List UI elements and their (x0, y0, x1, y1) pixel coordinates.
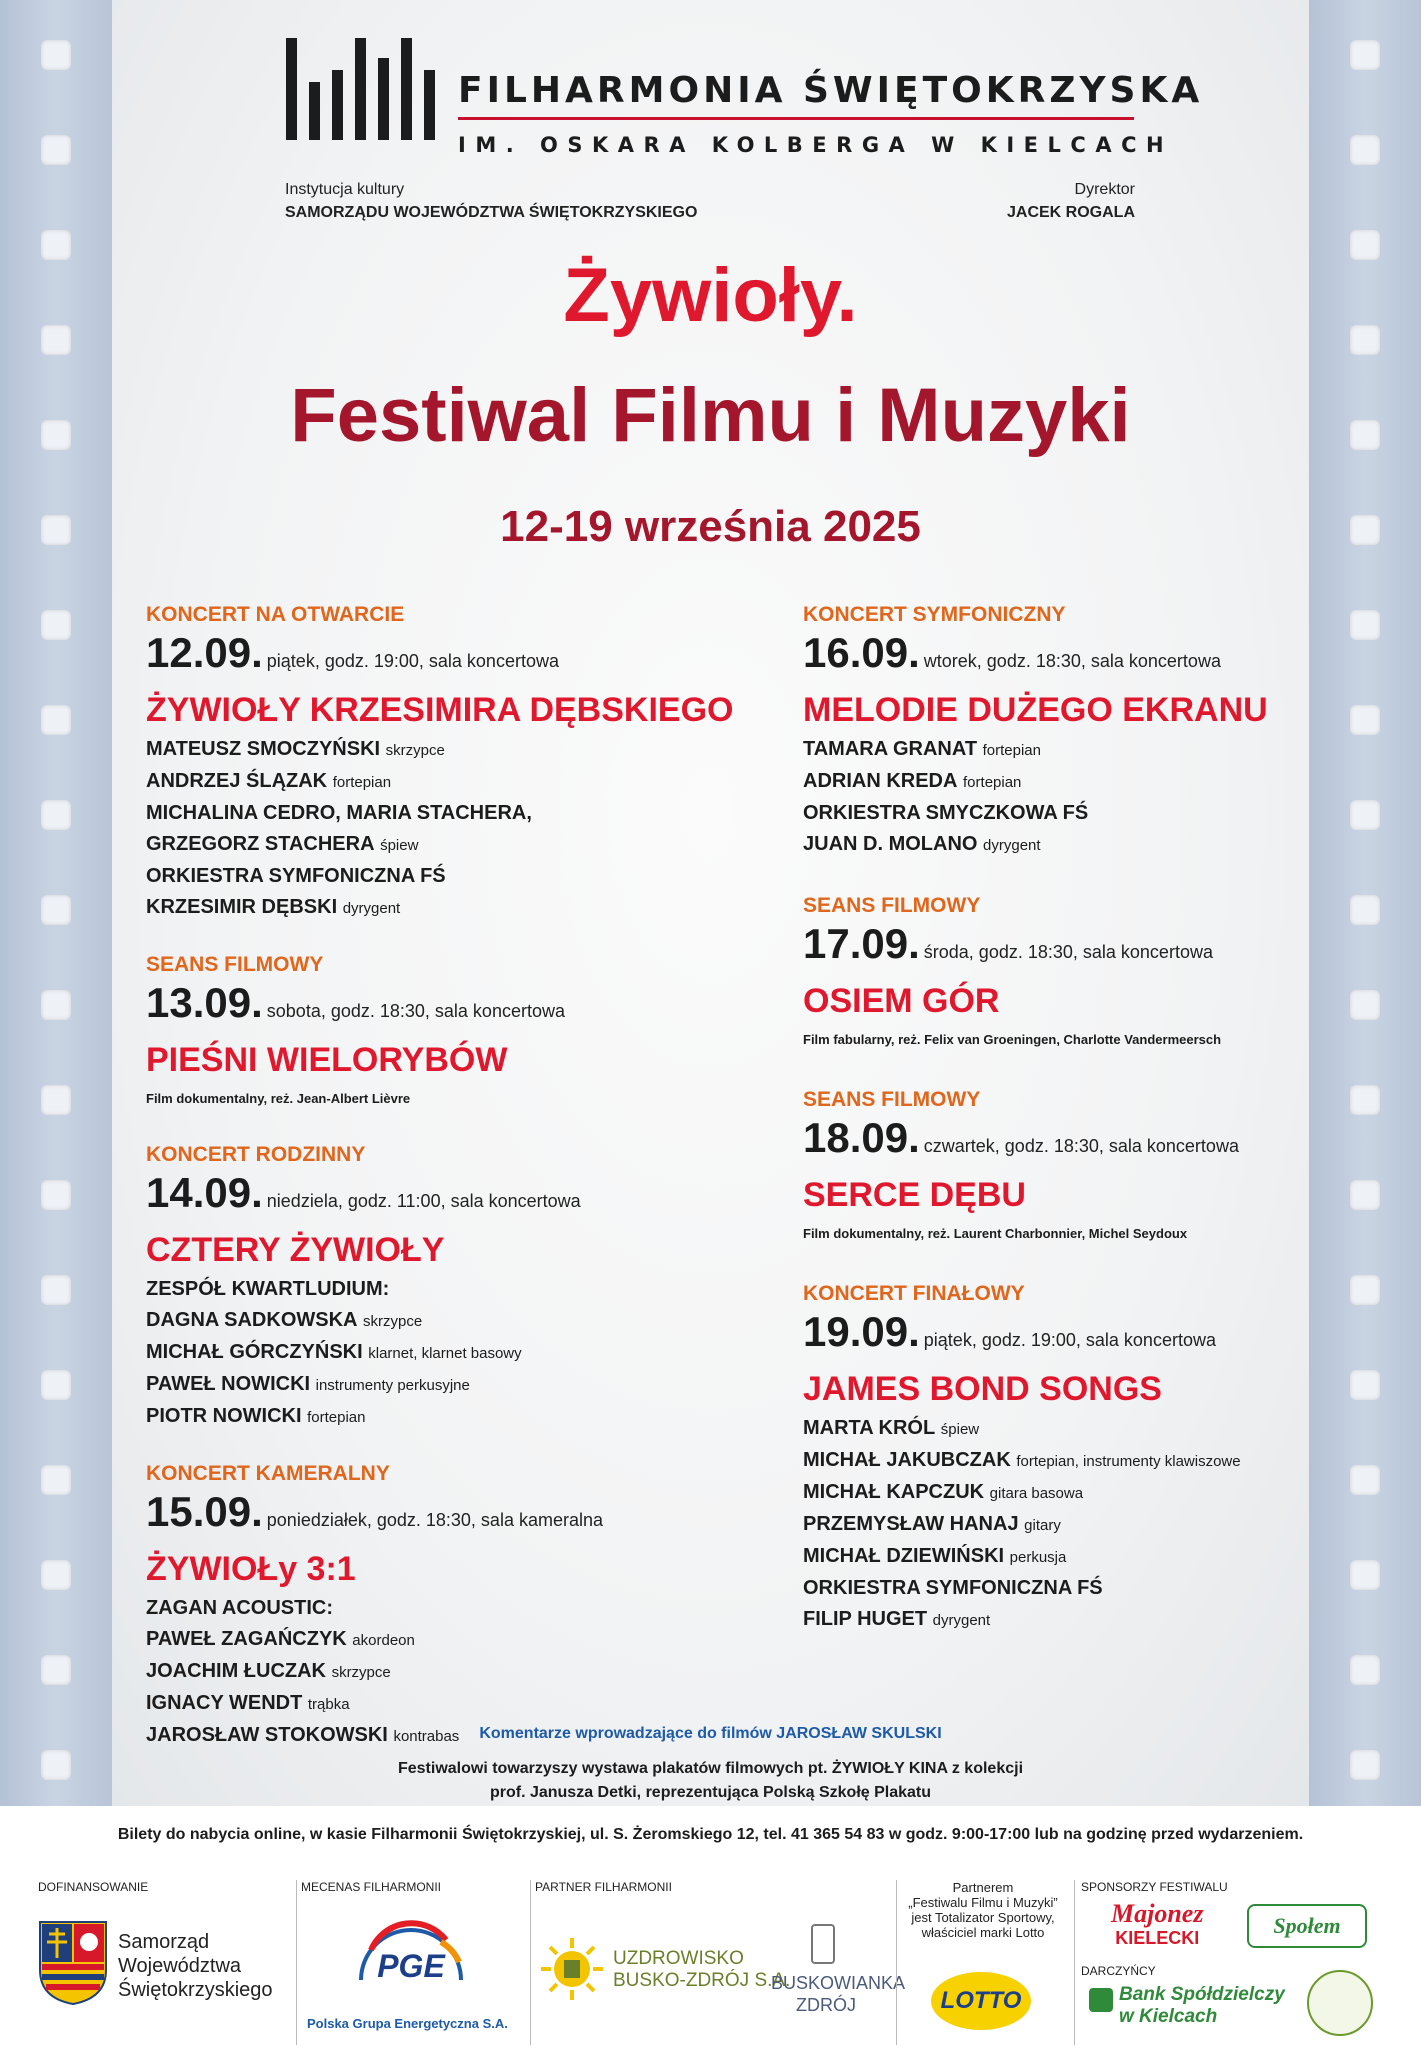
event-date-info: czwartek, godz. 18:30, sala koncertowa (923, 1136, 1239, 1156)
director-info (1007, 178, 1135, 224)
event-category: SEANS FILMOWY (146, 953, 324, 976)
performer-line (146, 1624, 756, 1656)
performer-role: kontrabas (393, 1728, 460, 1745)
event-date-line (803, 630, 1293, 686)
partner-label: PARTNER FILHARMONII (535, 1880, 672, 1894)
film-perforation-icon (41, 1085, 71, 1115)
buskowianka-line2: ZDRÓJ (796, 1995, 856, 2015)
performer-name: PIOTR NOWICKI (146, 1405, 302, 1427)
event-date: 14.09. (146, 1169, 263, 1216)
event-date-line (146, 980, 756, 1036)
event-date: 18.09. (803, 1114, 920, 1161)
event-title: JAMES BOND SONGS (803, 1370, 1162, 1408)
majonez-line1: Majonez (1111, 1899, 1204, 1928)
sponsors-label: SPONSORZY FESTIWALU (1081, 1880, 1228, 1894)
event-block (803, 1279, 1293, 1636)
filharmonia-logo-icon (286, 38, 435, 140)
performer-role: skrzypce (331, 1664, 391, 1681)
performer-name: JAROSŁAW STOKOWSKI (146, 1724, 388, 1746)
event-date-line (146, 630, 756, 686)
performer-name: FILIP HUGET (803, 1608, 928, 1630)
film-perforation-icon (41, 1465, 71, 1495)
event-date-info: piątek, godz. 19:00, sala koncertowa (266, 651, 559, 671)
event-title: SERCE DĘBU (803, 1176, 1026, 1214)
film-perforation-icon (1350, 1180, 1380, 1210)
event-date-info: wtorek, godz. 18:30, sala koncertowa (923, 651, 1221, 671)
event-block (146, 1459, 756, 1752)
event-block (146, 600, 756, 924)
performer-line (803, 1445, 1293, 1477)
event-date: 17.09. (803, 920, 920, 967)
patron-label: MECENAS FILHARMONII (301, 1880, 442, 1894)
performer-name: MATEUSZ SMOCZYŃSKI (146, 738, 381, 760)
performer-role: śpiew (380, 837, 419, 854)
performer-name: JOACHIM ŁUCZAK (146, 1660, 326, 1682)
performer-name: ORKIESTRA SYMFONICZNA FŚ (803, 1577, 1103, 1599)
event-category: KONCERT SYMFONICZNY (803, 603, 1066, 626)
buskowianka-line1: BUSKOWIANKA (771, 1973, 906, 1993)
film-perforation-icon (41, 1180, 71, 1210)
busko-line2: BUSKO-ZDRÓJ S.A. (613, 1970, 791, 1991)
performer-role: dyrygent (983, 837, 1041, 854)
festival-dates: 12-19 września 2025 (500, 502, 921, 551)
donors-label: DARCZYŃCY (1081, 1964, 1156, 1978)
performer-name: PAWEŁ NOWICKI (146, 1373, 311, 1395)
event-date: 19.09. (803, 1308, 920, 1355)
event-date-line (146, 1489, 756, 1545)
performer-name: GRZEGORZ STACHERA (146, 833, 375, 855)
event-date: 12.09. (146, 629, 263, 676)
performer-role: skrzypce (385, 742, 445, 759)
event-title: CZTERY ŻYWIOŁY (146, 1231, 445, 1269)
performer-line (803, 1413, 1293, 1445)
film-perforation-icon (41, 40, 71, 70)
performer-name: ZESPÓŁ KWARTLUDIUM: (146, 1278, 390, 1300)
event-category: KONCERT FINAŁOWY (803, 1282, 1025, 1305)
film-commentary-note: Komentarze wprowadzające do filmów JAROSŁAW SKULSKI (479, 1725, 942, 1742)
film-perforation-icon (41, 990, 71, 1020)
region-coat-of-arms-icon (38, 1920, 108, 2006)
event-block (146, 1140, 756, 1433)
performer-name: MARTA KRÓL (803, 1417, 936, 1439)
performer-line (146, 829, 756, 861)
performer-line (803, 766, 1293, 798)
donor-seal-icon (1307, 1970, 1373, 2036)
institution-line1: Instytucja kultury (285, 181, 405, 198)
performer-line (146, 1656, 756, 1688)
performer-name: ORKIESTRA SMYCZKOWA FŚ (803, 802, 1089, 824)
performer-line (803, 1477, 1293, 1509)
bank-logo-icon (1089, 1988, 1113, 2012)
performer-role: śpiew (940, 1421, 980, 1438)
film-perforation-icon (1350, 705, 1380, 735)
event-date: 16.09. (803, 629, 920, 676)
performer-name: MICHAŁ JAKUBCZAK (803, 1449, 1011, 1471)
performer-line (803, 1509, 1293, 1541)
film-credits: Film fabularny, reż. Felix van Groeningen, Charlotte Vandermeersch (803, 1032, 1222, 1047)
performer-line (146, 1337, 756, 1369)
performer-line (146, 798, 756, 829)
performer-name: JUAN D. MOLANO (803, 833, 978, 855)
bank-line2: w Kielcach (1119, 2006, 1218, 2027)
film-credits: Film dokumentalny, reż. Jean-Albert Lièvre (146, 1091, 411, 1106)
performer-line (803, 1573, 1293, 1604)
event-date-line (146, 1170, 756, 1226)
event-title: ŻYWIOŁY KRZESIMIRA DĘBSKIEGO (146, 691, 734, 729)
event-category: SEANS FILMOWY (803, 1088, 981, 1111)
program-column-right (803, 600, 1293, 1636)
performer-role: akordeon (352, 1632, 415, 1649)
lotto-partner-line1: Partnerem (952, 1880, 1014, 1895)
event-date-info: niedziela, godz. 11:00, sala koncertowa (266, 1191, 581, 1211)
event-date-info: piątek, godz. 19:00, sala koncertowa (923, 1330, 1216, 1350)
spolem-logo-text: Społem (1273, 1913, 1341, 1938)
performer-line (803, 829, 1293, 861)
performer-name: ORKIESTRA SYMFONICZNA FŚ (146, 865, 446, 887)
performer-role: instrumenty perkusyjne (315, 1377, 470, 1394)
film-perforation-icon (41, 1560, 71, 1590)
exhibition-note-line2: prof. Janusza Detki, reprezentująca Polską Szkołę Plakatu (489, 1784, 932, 1801)
performer-line (146, 734, 756, 766)
event-date-line (803, 1115, 1293, 1171)
performer-line (146, 1593, 756, 1624)
cofunding-section (38, 1880, 288, 2045)
film-perforation-icon (41, 895, 71, 925)
performer-role: dyrygent (932, 1612, 991, 1629)
event-title: OSIEM GÓR (803, 982, 1000, 1020)
film-perforation-icon (1350, 1560, 1380, 1590)
brand-subtitle: IM. OSKARA KOLBERGA W KIELCACH (458, 133, 1174, 157)
patron-section (296, 1880, 524, 2045)
performer-name: TAMARA GRANAT (803, 738, 978, 760)
performer-line (803, 1541, 1293, 1573)
performer-role: gitara basowa (989, 1485, 1084, 1502)
performer-name: PAWEŁ ZAGAŃCZYK (146, 1628, 347, 1650)
director-label: Dyrektor (1074, 181, 1135, 198)
performer-role: gitary (1024, 1517, 1061, 1534)
film-perforation-icon (41, 1655, 71, 1685)
event-title: MELODIE DUŻEGO EKRANU (803, 691, 1268, 729)
performer-line (146, 1305, 756, 1337)
region-logo-line1: Samorząd (118, 1931, 210, 1953)
program-column-left (146, 600, 756, 1752)
buskowianka-emblem-icon (811, 1924, 835, 1964)
lotto-logo-text: LOTTO (940, 1987, 1022, 2014)
lotto-logo-icon (931, 1972, 1031, 2030)
film-perforation-icon (1350, 1655, 1380, 1685)
sponsors-footer (0, 1870, 1421, 2048)
event-date-line (803, 1309, 1293, 1365)
performer-role: fortepian, instrumenty klawiszowe (1016, 1453, 1241, 1470)
film-perforation-icon (1350, 990, 1380, 1020)
bank-line1: Bank Spółdzielczy (1119, 1984, 1285, 2005)
event-block (146, 950, 756, 1114)
spolem-logo (1247, 1904, 1367, 1948)
event-date-info: środa, godz. 18:30, sala koncertowa (923, 942, 1213, 962)
director-name: JACEK ROGALA (1006, 204, 1135, 221)
performer-line (146, 1274, 756, 1305)
film-perforation-icon (1350, 895, 1380, 925)
performer-name: MICHALINA CEDRO, MARIA STACHERA, (146, 802, 532, 824)
performer-role: dyrygent (342, 900, 401, 917)
film-perforation-icon (1350, 1465, 1380, 1495)
brand-title: FILHARMONIA ŚWIĘTOKRZYSKA (458, 70, 1134, 120)
performer-name: PRZEMYSŁAW HANAJ (803, 1513, 1019, 1535)
sponsors-section (1074, 1880, 1394, 2045)
event-date-info: sobota, godz. 18:30, sala koncertowa (266, 1001, 565, 1021)
film-credits: Film dokumentalny, reż. Laurent Charbonnier, Michel Seydoux (803, 1226, 1188, 1241)
region-logo-line2: Województwa (118, 1955, 242, 1977)
performer-name: IGNACY WENDT (146, 1692, 303, 1714)
performer-line (146, 861, 756, 892)
lotto-partner-line3: jest Totalizator Sportowy, (911, 1910, 1055, 1925)
performer-name: ZAGAN ACOUSTIC: (146, 1597, 334, 1619)
performer-role: fortepian (963, 774, 1022, 791)
tickets-info: Bilety do nabycia online, w kasie Filharmonii Świętokrzyskiej, ul. S. Żeromskiego 12, tel. 41 365 54 83 w godz. 9:00-17:00 lub na godzinę przed wydarzeniem. (117, 1826, 1304, 1843)
partner-section (530, 1880, 906, 2045)
performer-line (803, 1604, 1293, 1636)
film-perforation-icon (41, 705, 71, 735)
film-perforation-icon (1350, 40, 1380, 70)
event-date-info: poniedziałek, godz. 18:30, sala kameralna (266, 1510, 603, 1530)
performer-name: ANDRZEJ ŚLĄZAK (146, 770, 328, 792)
event-date: 15.09. (146, 1488, 263, 1535)
busko-line1: UZDROWISKO (613, 1948, 744, 1969)
performer-line (803, 798, 1293, 829)
performer-line (146, 1401, 756, 1433)
film-perforation-icon (1350, 1370, 1380, 1400)
performer-role: fortepian (982, 742, 1041, 759)
performer-line (146, 1369, 756, 1401)
event-block (803, 600, 1293, 861)
festival-title-line1: Żywioły. (563, 253, 858, 338)
performer-name: ADRIAN KREDA (803, 770, 958, 792)
event-category: KONCERT NA OTWARCIE (146, 603, 405, 626)
film-perforation-icon (1350, 610, 1380, 640)
film-perforation-icon (1350, 800, 1380, 830)
pge-name: Polska Grupa Energetyczna S.A. (307, 2016, 508, 2031)
film-perforation-icon (1350, 1275, 1380, 1305)
event-category: KONCERT KAMERALNY (146, 1462, 390, 1485)
exhibition-note-line1: Festiwalowi towarzyszy wystawa plakatów filmowych pt. ŻYWIOŁY KINA z kolekcji (397, 1760, 1024, 1777)
performer-role: fortepian (332, 774, 392, 791)
performer-role: trąbka (307, 1696, 350, 1713)
lotto-section (896, 1880, 1068, 2045)
performer-name: KRZESIMIR DĘBSKI (146, 896, 338, 918)
event-block (803, 1085, 1293, 1249)
performer-name: MICHAŁ KAPCZUK (803, 1481, 985, 1503)
performer-role: perkusja (1009, 1549, 1067, 1566)
film-perforation-icon (1350, 135, 1380, 165)
performer-name: MICHAŁ GÓRCZYŃSKI (146, 1341, 363, 1363)
pge-logo-icon (341, 1920, 481, 1992)
exhibition-note (0, 1757, 1421, 1805)
performer-line (146, 892, 756, 924)
majonez-logo (1111, 1899, 1204, 1950)
performer-line (146, 766, 756, 798)
performer-name: MICHAŁ DZIEWIŃSKI (803, 1545, 1005, 1567)
film-perforation-icon (41, 135, 71, 165)
event-category: KONCERT RODZINNY (146, 1143, 366, 1166)
event-category: SEANS FILMOWY (803, 894, 981, 917)
event-title: ŻYWIOŁy 3:1 (146, 1550, 356, 1588)
lotto-partner-line4: właściciel marki Lotto (921, 1925, 1045, 1940)
performer-line (803, 734, 1293, 766)
performer-role: skrzypce (363, 1313, 423, 1330)
event-block (803, 891, 1293, 1055)
performer-line (146, 1688, 756, 1720)
performer-role: fortepian (307, 1409, 366, 1426)
film-perforation-icon (41, 800, 71, 830)
lotto-partner-line2: „Festiwalu Filmu i Muzyki” (908, 1895, 1058, 1910)
film-perforation-icon (1350, 1085, 1380, 1115)
busko-sun-icon (539, 1936, 605, 2002)
majonez-line2: KIELECKI (1115, 1928, 1200, 1948)
event-date: 13.09. (146, 979, 263, 1026)
event-title: PIEŚNI WIELORYBÓW (146, 1041, 508, 1079)
performer-name: DAGNA SADKOWSKA (146, 1309, 358, 1331)
institution-line2: SAMORZĄDU WOJEWÓDZTWA ŚWIĘTOKRZYSKIEGO (285, 204, 698, 221)
film-perforation-icon (41, 610, 71, 640)
region-logo-line3: Świętokrzyskiego (118, 1979, 273, 2001)
cofunding-label: DOFINANSOWANIE (38, 1880, 149, 1894)
institution-info (285, 178, 697, 224)
event-date-line (803, 921, 1293, 977)
film-perforation-icon (41, 1275, 71, 1305)
performer-role: klarnet, klarnet basowy (368, 1345, 522, 1362)
film-perforation-icon (41, 1370, 71, 1400)
festival-title-line2: Festiwal Filmu i Muzyki (290, 373, 1131, 458)
pge-logo-text: PGE (377, 1948, 445, 1984)
